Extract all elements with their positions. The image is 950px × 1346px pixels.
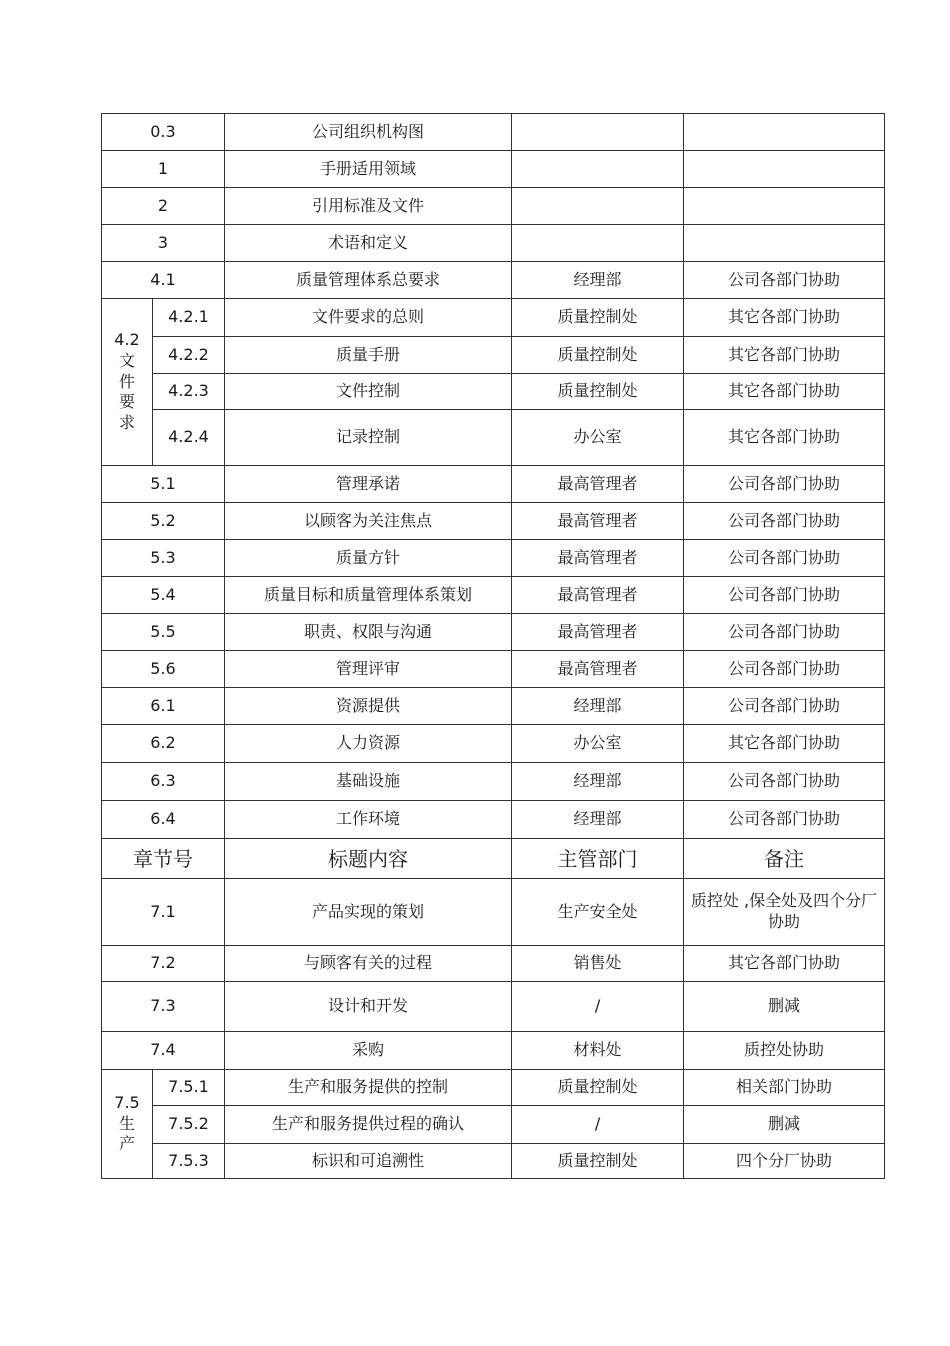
remark: 公司各部门协助 [684,688,885,725]
responsible-dept: 经理部 [512,763,684,801]
section-number: 6.1 [102,688,225,725]
section-number: 4.2.3 [153,374,225,410]
remark: 公司各部门协助 [684,262,885,299]
section-number: 7.5.1 [153,1070,225,1106]
section-number: 6.3 [102,763,225,801]
responsible-dept: 经理部 [512,262,684,299]
table-row [102,688,885,725]
remark: 删减 [684,982,885,1032]
table-row [102,410,885,466]
section-title: 管理评审 [225,651,512,688]
responsible-dept: 质量控制处 [512,299,684,337]
section-title: 生产和服务提供过程的确认 [225,1106,512,1144]
section-number: 5.4 [102,577,225,614]
remark [684,151,885,188]
header-remark: 备注 [684,839,885,879]
table-row [102,1070,885,1106]
section-title: 生产和服务提供的控制 [225,1070,512,1106]
responsible-dept: 质量控制处 [512,1144,684,1179]
section-number: 5.2 [102,503,225,540]
section-title: 术语和定义 [225,225,512,262]
section-number: 4.2.4 [153,410,225,466]
table-row [102,651,885,688]
responsible-dept [512,151,684,188]
section-number: 1 [102,151,225,188]
table-row [102,982,885,1032]
table-row [102,946,885,982]
responsible-dept: 最高管理者 [512,651,684,688]
table-row [102,725,885,763]
table-row [102,1144,885,1179]
group-label-4-2: 4.2 文 件 要 求 [102,299,153,466]
section-title: 人力资源 [225,725,512,763]
remark [684,188,885,225]
responsible-dept: 最高管理者 [512,466,684,503]
responsible-dept: 最高管理者 [512,577,684,614]
table-row [102,337,885,374]
responsible-dept: 质量控制处 [512,1070,684,1106]
section-title: 职责、权限与沟通 [225,614,512,651]
responsible-dept: / [512,982,684,1032]
section-number: 4.2.2 [153,337,225,374]
header-title: 标题内容 [225,839,512,879]
remark: 公司各部门协助 [684,801,885,839]
table-row [102,763,885,801]
section-title: 引用标准及文件 [225,188,512,225]
remark [684,114,885,151]
section-title: 手册适用领域 [225,151,512,188]
responsible-dept: 经理部 [512,801,684,839]
responsible-dept [512,225,684,262]
section-title: 标识和可追溯性 [225,1144,512,1179]
section-title: 产品实现的策划 [225,879,512,946]
remark: 其它各部门协助 [684,946,885,982]
table-row [102,151,885,188]
section-title: 文件要求的总则 [225,299,512,337]
section-title: 质量管理体系总要求 [225,262,512,299]
remark: 公司各部门协助 [684,466,885,503]
section-title: 文件控制 [225,374,512,410]
remark: 公司各部门协助 [684,763,885,801]
section-responsibility-table [101,113,885,1179]
section-number: 7.4 [102,1032,225,1070]
section-number: 4.1 [102,262,225,299]
section-title: 设计和开发 [225,982,512,1032]
section-title: 质量方针 [225,540,512,577]
section-number: 2 [102,188,225,225]
table-row [102,299,885,337]
table-row [102,540,885,577]
table-row [102,503,885,540]
table-row [102,1032,885,1070]
remark: 公司各部门协助 [684,577,885,614]
section-title: 管理承诺 [225,466,512,503]
responsible-dept: 办公室 [512,410,684,466]
remark: 其它各部门协助 [684,299,885,337]
section-number: 4.2.1 [153,299,225,337]
remark: 其它各部门协助 [684,725,885,763]
remark: 公司各部门协助 [684,614,885,651]
remark: 质控处 ,保全处及四个分厂协助 [684,879,885,946]
section-title: 采购 [225,1032,512,1070]
responsible-dept: 经理部 [512,688,684,725]
remark: 质控处协助 [684,1032,885,1070]
table-row [102,225,885,262]
table-row [102,1106,885,1144]
section-number: 6.2 [102,725,225,763]
table-header-row [102,839,885,879]
section-number: 7.2 [102,946,225,982]
header-dept: 主管部门 [512,839,684,879]
responsible-dept: / [512,1106,684,1144]
remark: 其它各部门协助 [684,374,885,410]
section-title: 公司组织机构图 [225,114,512,151]
section-number: 7.5.3 [153,1144,225,1179]
responsible-dept [512,114,684,151]
section-title: 质量手册 [225,337,512,374]
remark: 公司各部门协助 [684,503,885,540]
section-title: 基础设施 [225,763,512,801]
section-number: 7.5.2 [153,1106,225,1144]
responsible-dept: 最高管理者 [512,614,684,651]
section-number: 7.1 [102,879,225,946]
section-number: 5.6 [102,651,225,688]
responsible-dept: 材料处 [512,1032,684,1070]
section-number: 3 [102,225,225,262]
section-number: 7.3 [102,982,225,1032]
section-number: 5.1 [102,466,225,503]
responsible-dept: 质量控制处 [512,374,684,410]
responsible-dept: 最高管理者 [512,503,684,540]
responsible-dept: 销售处 [512,946,684,982]
remark: 公司各部门协助 [684,540,885,577]
table-row [102,114,885,151]
remark: 其它各部门协助 [684,337,885,374]
table-row [102,374,885,410]
responsible-dept: 质量控制处 [512,337,684,374]
section-title: 工作环境 [225,801,512,839]
table-row [102,466,885,503]
remark: 其它各部门协助 [684,410,885,466]
header-section-number: 章节号 [102,839,225,879]
table-row [102,879,885,946]
responsible-dept [512,188,684,225]
remark [684,225,885,262]
section-title: 与顾客有关的过程 [225,946,512,982]
section-number: 5.5 [102,614,225,651]
section-title: 质量目标和质量管理体系策划 [225,577,512,614]
section-title: 记录控制 [225,410,512,466]
remark: 相关部门协助 [684,1070,885,1106]
responsible-dept: 生产安全处 [512,879,684,946]
table-row [102,801,885,839]
section-title: 以顾客为关注焦点 [225,503,512,540]
section-number: 6.4 [102,801,225,839]
responsible-dept: 最高管理者 [512,540,684,577]
table-row [102,577,885,614]
remark: 删减 [684,1106,885,1144]
remark: 公司各部门协助 [684,651,885,688]
table-row [102,188,885,225]
group-label-7-5: 7.5 生 产 [102,1070,153,1179]
table-row [102,262,885,299]
table-row [102,614,885,651]
section-title: 资源提供 [225,688,512,725]
section-number: 0.3 [102,114,225,151]
responsible-dept: 办公室 [512,725,684,763]
remark: 四个分厂协助 [684,1144,885,1179]
section-number: 5.3 [102,540,225,577]
